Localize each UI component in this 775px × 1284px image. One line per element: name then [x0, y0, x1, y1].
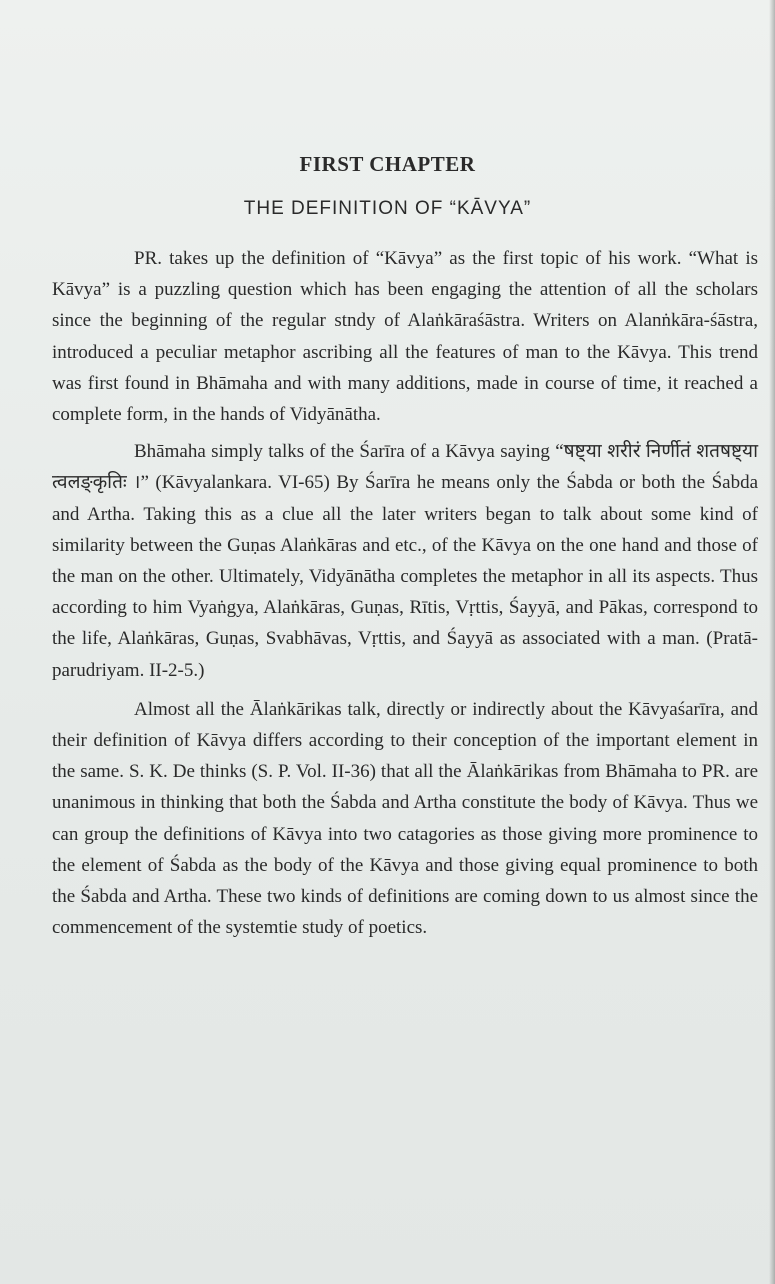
page-edge-shadow: [769, 0, 775, 1284]
paragraph-3: Almost all the Ālaṅkārikas talk, directly or indirectly about the Kāvyaśarīra, and their definition of Kāvya differs according to their conception of the important element in the same. S. K. De thinks (S. P. Vol. II-36) that all the Ālaṅkārikas from Bhāmaha to PR. are unanimous in thinking that both the Śabda and Artha constitute the body of Kāvya. Thus we can group the definitions of Kāvya into two catagories as those giving more prominence to the element of Śabda as the body of the Kāvya and those giving equal prominence to both the Śabda and Artha. These two kinds of definitions are coming down to us almost since the commencement of the systemtie study of poetics.: [52, 698, 758, 939]
chapter-title: THE DEFINITION OF “KĀVYA”: [243, 198, 532, 219]
page-body: [52, 243, 758, 945]
paragraph-1: PR. takes up the definition of “Kāvya” as the first topic of his work. “What is Kāvya” is a puzzling question which has been engaging the attention of all the scholars since the beginning of the regular stndy of Alaṅkāraśāstra. Writers on Alanṅkāra-śāstra, introduced a peculiar metaphor ascribing all the features of man to the Kāvya. This trend was first found in Bhāmaha and with many additions, made in course of time, it reached a complete form, in the hands of Vidyānātha.: [52, 248, 758, 426]
chapter-heading: FIRST CHAPTER: [299, 152, 476, 176]
paragraph-2: Bhāmaha simply talks of the Śarīra of a Kāvya saying “षष्ट्या शरीरं निर्णीतं शतषष्ट्या त्वलङ्कृतिः ।” (Kāvyalankara. VI-65) By Śarīra he means only the Śabda or both the Śabda and Artha. Taking this as a clue all the later writers began to talk about some kind of similarity between the Guṇas Alaṅkāras and etc., of the Kāvya on the one hand and those of the man on the other. Ultimately, Vidyānātha completes the metaphor in all its aspects. Thus according to him Vyaṅgya, Alaṅkāras, Guṇas, Rītis, Vṛttis, Śayyā, and Pākas, correspond to the life, Alaṅkāras, Guṇas, Svabhāvas, Vṛttis, and Śayyā as associated with a man. (Pratā-parudriyam. II-2-5.): [52, 441, 758, 681]
